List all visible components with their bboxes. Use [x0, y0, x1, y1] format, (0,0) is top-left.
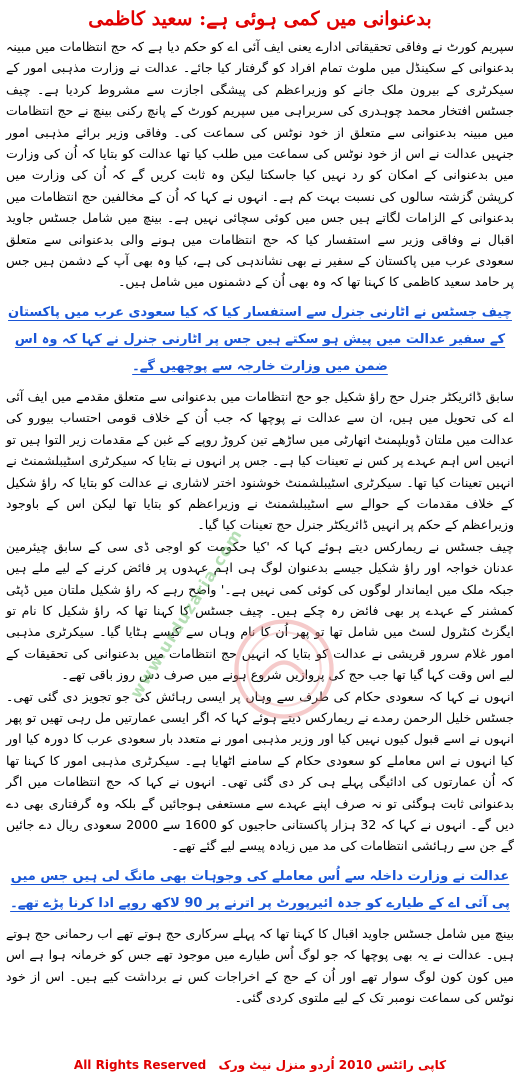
article-paragraph: سابق ڈائریکٹر جنرل حج راؤ شکیل جو حج انتظامات میں بدعنوانی سے متعلق مقدمے میں ایف آئی اے کی تحویل میں ہیں، ان سے عدالت نے پوچھا کہ جب اُن کے خلاف قومی احتساب بیورو کی عدالت میں ملتان ڈویلپمنٹ اتھارٹی میں ساڑھے تین کروڑ روپے کے غبن کے مقدمات زیر التوا ہیں تو انہیں اس اہم عہدے پر کس نے تعینات کیا ہے۔ جس پر انہوں نے بتایا کہ سیکرٹری اسٹیبلشمنٹ نے انہیں تعینات کیا تھا۔ سیکرٹری اسٹیبلشمنٹ خوشنود اختر لاشاری نے عدالت کو بتایا کہ راؤ شکیل کے خلاف مقدمات کے حوالے سے اسٹیبلشمنٹ نے وزیراعظم کو بتایا تھا لیکن اس کے باوجود وزیراعظم کے حکم پر انہیں ڈائریکٹر جنرل حج تعینات کیا گیا۔ [6, 388, 514, 533]
article-title: بدعنوانی میں کمی ہوئی ہے: سعید کاظمی [88, 8, 432, 30]
copyright-footer [0, 1058, 520, 1072]
footer-copyright: کاپی رائٹس 2010 اُردو منزل نیٹ ورک [218, 1058, 447, 1072]
footer-rights: All Rights Reserved [73, 1058, 207, 1072]
article-paragraph: سپریم کورٹ نے وفاقی تحقیقاتی ادارے یعنی ایف آئی اے کو حکم دیا ہے کہ حج انتظامات میں مبینہ بدعنوانی کے سکینڈل میں ملوث تمام افراد کو گرفتار کیا جائے۔ عدالت نے وزارت مذہبی امور کے سیکرٹری کے بیرون ملک جانے کو وزیراعظم کی پیشگی اجازت سے مشروط کردیا ہے۔ چیف جسٹس افتخار محمد چوہدری کی سربراہی میں سپریم کورٹ کے پانچ رکنی بینچ نے حج انتظامات میں مبینہ بدعنوانی سے متعلق از خود نوٹس کی سماعت کی۔ وفاقی وزیر برائے مذہبی امور جنہیں عدالت نے اس از خود نوٹس کی سماعت میں طلب کیا تھا عدالت کو بتایا کہ اُن کی وزارت میں بدعنوانی کے امکان کو رد نہیں کیا جاسکتا لیکن وہ ثابت کریں گے کہ اُن کی وزارت میں کرپشن گزشتہ سالوں کی نسبت بہت کم ہے۔ انہوں نے کہا کہ اُن کے مخالفین حج انتظامات میں بدعنوانی کے الزامات لگاتے ہیں جس میں کوئی سچائی نہیں ہے۔ بینچ میں شامل جسٹس جاوید اقبال نے وفاقی وزیر سے استفسار کیا کہ حج انتظامات میں ہونے والی بدعنوانی سے متعلق سعودی عرب میں پاکستان کے سفیر نے بھی نشاندہی کی ہے، کیا وہ بھی آپ کے دشمن ہیں جس پر حامد سعید کاظمی کا کہنا تھا کہ وہ بھی اُن کے دشمنوں میں شامل ہیں۔ [6, 39, 514, 290]
highlight-quote: عدالت نے وزارت داخلہ سے اُس معاملے کی وجوہات بھی مانگ لی ہیں جس میں پی آئی اے کے طیارے کو جدہ ائیرپورٹ پر اترنے پر 90 لاکھ روپے ادا کرنا پڑے تھے۔ [10, 868, 510, 911]
article-paragraph: چیف جسٹس نے ریمارکس دیتے ہوئے کہا کہ 'کیا حکومت کو اوجی ڈی سی کے سابق چیئرمین عدنان خواجہ اور راؤ شکیل جیسے بدعنوان لوگ ہی اہم عہدوں پر فائض کرنے کے لیے ملے ہیں جبکہ ملک میں ایماندار لوگوں کی کوئی کمی نہیں ہے۔' واضح رہے کہ راؤ شکیل ملتان میں ڈپٹی کمشنر کے عہدے پر بھی فائض رہ چکے ہیں۔ چیف جسٹس کا کہنا تھا کہ راؤ شکیل کا نام تو ایگزٹ کنٹرول لسٹ میں شامل تھا تو پھر اُن کا نام وہاں سے کیسے ہٹایا گیا۔ سیکرٹری مذہبی امور غلام سرور قریشی نے عدالت کو بتایا کہ انہیں حج انتظامات میں بدعنوانی کی تحقیقات کے لیے اس وقت کہا گیا تھا جب حج کی پروازیں شروع ہونے میں صرف دس روز باقی تھے۔ [6, 538, 514, 683]
highlight-quote: چیف جسٹس نے اٹارنی جنرل سے استفسار کیا کہ کیا سعودی عرب میں پاکستان کے سفیر عدالت میں پیش ہو سکتے ہیں جس پر اٹارنی جنرل نے کہا کہ وہ اس ضمن میں وزارت خارجہ سے پوچھیں گے۔ [8, 304, 512, 374]
article-paragraph: انہوں نے کہا کہ سعودی حکام کی طرف سے وہاں پر ایسی رہائش کی جو تجویز دی گئی تھی۔ جسٹس خلیل الرحمن رمدے نے ریمارکس دیتے ہوئے کہا کہ اگر ایسی عمارتیں مل رہی تھیں تو پھر انہوں نے اسے قبول کیوں نہیں کیا اور وزیر مذہبی امور نے متعدد بار سعودی عرب کا دورہ کیا اور کیا انہوں نے اس معاملے کو سعودی حکام کے سامنے اٹھایا ہے۔ سیکرٹری مذہبی امور کا کہنا تھا کہ اُن عمارتوں کی ادائیگی پہلے ہی کر دی گئی تھی۔ انہوں نے کہا کہ حج انتظامات میں اگر بدعنوانی ثابت ہوگئی تو نہ صرف اپنے عہدے سے مستعفی ہوجائیں گے بلکہ وہ گرفتاری بھی دے دیں گے۔ انہوں نے کہا کہ 32 ہزار پاکستانی حاجیوں کو 1600 سے 2000 سعودی ریال دے جائیں گے جن سے رہائشی انتظامات کی مد میں زیادہ پیسے لیے گئے تھے۔ [6, 688, 515, 854]
site-watermark: www.urduzaria.com [126, 525, 247, 702]
article-paragraph: بینچ میں شامل جسٹس جاوید اقبال کا کہنا تھا کہ پہلے سرکاری حج ہوتے تھے اب رحمانی حج ہوتے ہیں۔ عدالت نے یہ بھی پوچھا کہ جو لوگ اُس طیارے میں موجود تھے جس کو خرمانہ ہوا ہے اس میں کون کون لوگ سوار تھے اور اُن کے حج کے اخراجات کس نے برداشت کیے ہیں۔ اس از خود نوٹس کی سماعت نومبر تک کے لیے ملتوی کردی گئی۔ [6, 925, 514, 1006]
